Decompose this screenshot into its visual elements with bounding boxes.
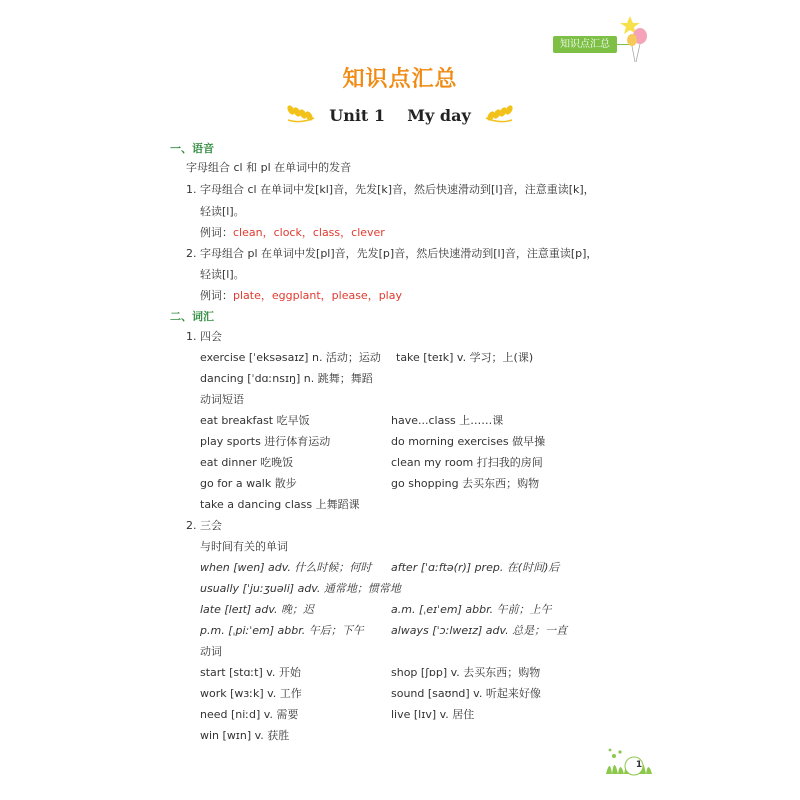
example-words: plate，eggplant，please，play bbox=[233, 289, 402, 302]
subheading-verb-phrases: 动词短语 bbox=[200, 393, 244, 406]
laurel-left-icon bbox=[285, 104, 315, 126]
vocab-entry: shop [ʃɒp] v. 去买东西；购物 bbox=[391, 666, 541, 679]
phrase-entry: eat breakfast 吃早饭 bbox=[200, 414, 310, 427]
phonics-rule-2: 2. 字母组合 pl 在单词中发[pl]音，先发[p]音，然后快速滑动到[l]音，注意重读[p]， bbox=[186, 247, 598, 260]
unit-title: Unit 1 My day bbox=[329, 105, 471, 125]
vocab-entry: after [ˈɑːftə(r)] prep. 在(时间)后 bbox=[391, 561, 560, 574]
vocab-entry: exercise [ˈeksəsaɪz] n. 活动；运动 bbox=[200, 351, 381, 364]
phrase-entry: do morning exercises 做早操 bbox=[391, 435, 546, 448]
phrase-entry: eat dinner 吃晚饭 bbox=[200, 456, 294, 469]
vocab-entry: a.m. [ˌeɪˈem] abbr. 午前；上午 bbox=[391, 603, 552, 616]
vocab-entry: start [stɑːt] v. 开始 bbox=[200, 666, 301, 679]
vocab-entry: win [wɪn] v. 获胜 bbox=[200, 729, 290, 742]
page-number: 1 bbox=[635, 760, 643, 770]
vocab-entry: usually [ˈjuːʒuəli] adv. 通常地；惯常地 bbox=[200, 582, 401, 595]
vocab-entry: p.m. [ˌpiːˈem] abbr. 午后；下午 bbox=[200, 624, 364, 637]
subheading-verbs: 动词 bbox=[200, 645, 222, 658]
phonics-rule-1-cont: 轻读[l]。 bbox=[200, 205, 245, 218]
example-words: clean，clock，class，clever bbox=[233, 226, 385, 239]
page-title: 知识点汇总 bbox=[342, 67, 458, 92]
section-heading-phonics: 一、语音 bbox=[170, 142, 214, 155]
phonics-rule-1: 1. 字母组合 cl 在单词中发[kl]音，先发[k]音，然后快速滑动到[l]音，注意重读[k]， bbox=[186, 183, 595, 196]
vocab-entry: sound [saʊnd] v. 听起来好像 bbox=[391, 687, 541, 700]
section-heading-vocab: 二、词汇 bbox=[170, 310, 214, 323]
phrase-entry: go shopping 去买东西；购物 bbox=[391, 477, 540, 490]
phrase-entry: take a dancing class 上舞蹈课 bbox=[200, 498, 360, 511]
phonics-rule-2-cont: 轻读[l]。 bbox=[200, 268, 245, 281]
phonics-intro: 字母组合 cl 和 pl 在单词中的发音 bbox=[186, 161, 352, 174]
header-tab: 知识点汇总 bbox=[553, 36, 617, 53]
vocab-entry: when [wen] adv. 什么时候；何时 bbox=[200, 561, 372, 574]
phrase-entry: clean my room 打扫我的房间 bbox=[391, 456, 543, 469]
part-heading-four-skills: 1. 四会 bbox=[186, 330, 222, 343]
vocab-entry: live [lɪv] v. 居住 bbox=[391, 708, 475, 721]
subheading-time-words: 与时间有关的单词 bbox=[200, 540, 288, 553]
vocab-entry: dancing [ˈdɑːnsɪŋ] n. 跳舞；舞蹈 bbox=[200, 372, 373, 385]
vocab-entry: late [leɪt] adv. 晚；迟 bbox=[200, 603, 315, 616]
laurel-right-icon bbox=[485, 104, 515, 126]
vocab-entry: take [teɪk] v. 学习；上(课) bbox=[396, 351, 534, 364]
vocab-entry: always [ˈɔːlweɪz] adv. 总是；一直 bbox=[391, 624, 568, 637]
phrase-entry: go for a walk 散步 bbox=[200, 477, 297, 490]
example-label: 例词： bbox=[200, 226, 233, 239]
grass-icon bbox=[604, 744, 654, 776]
vocab-entry: work [wɜːk] v. 工作 bbox=[200, 687, 302, 700]
unit-heading bbox=[0, 102, 800, 128]
vocab-entry: need [niːd] v. 需要 bbox=[200, 708, 299, 721]
example-2 bbox=[200, 287, 402, 303]
phrase-entry: have...class 上……课 bbox=[391, 414, 504, 427]
example-1 bbox=[200, 224, 385, 240]
part-heading-three-skills: 2. 三会 bbox=[186, 519, 222, 532]
example-label: 例词： bbox=[200, 289, 233, 302]
phrase-entry: play sports 进行体育运动 bbox=[200, 435, 331, 448]
balloon-star-icon bbox=[618, 14, 658, 66]
